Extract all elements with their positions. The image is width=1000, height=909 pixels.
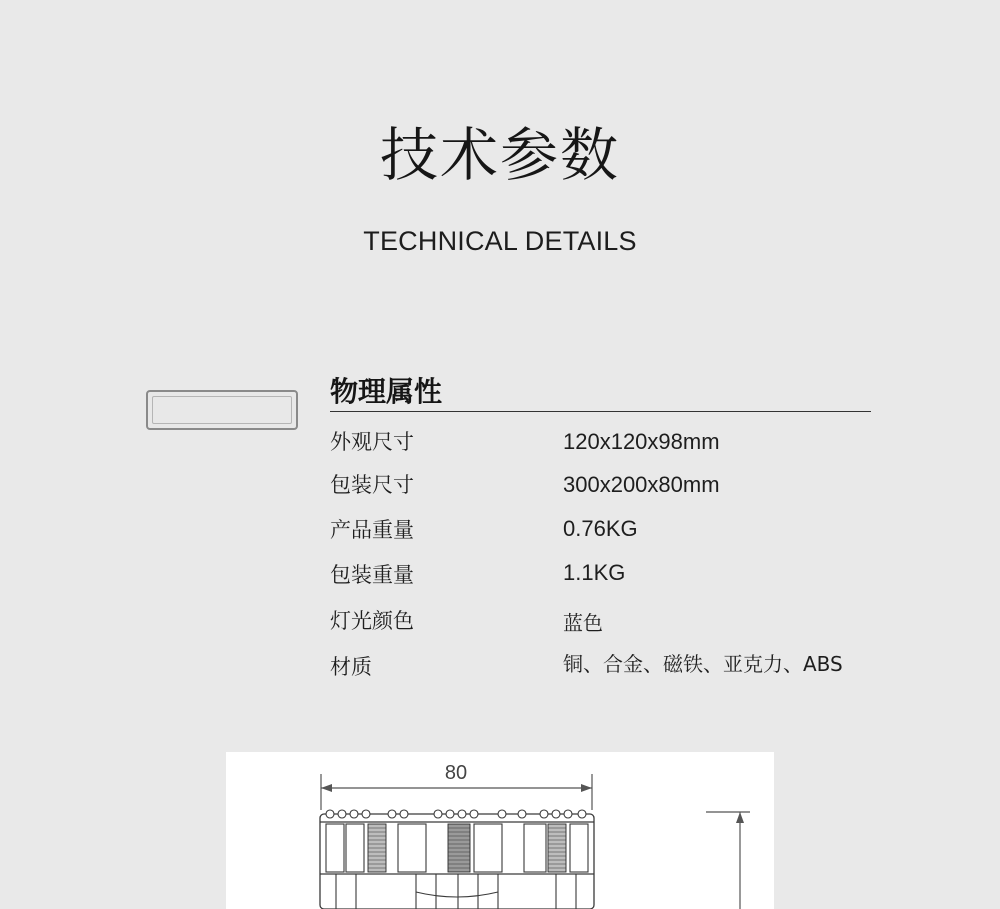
- spec-label-exterior-size: 外观尺寸: [330, 430, 414, 454]
- width-dimension-line: [321, 774, 592, 810]
- spec-label-material: 材质: [330, 655, 372, 679]
- spec-value-material: 铜、合金、磁铁、亚克力、ABS: [563, 652, 843, 676]
- spec-label-light-color: 灯光颜色: [330, 609, 414, 633]
- spec-label-product-weight: 产品重量: [330, 518, 414, 542]
- spec-value-package-weight: 1.1KG: [563, 560, 626, 585]
- decorative-frame: [146, 390, 298, 430]
- spec-value-product-weight: 0.76KG: [563, 516, 638, 541]
- spec-value-exterior-size: 120x120x98mm: [563, 429, 720, 454]
- page-title: 技术参数: [379, 121, 620, 189]
- height-dimension-arrow: [736, 812, 744, 823]
- height-dimension-line: [706, 812, 750, 909]
- spec-value-light-color: 蓝色: [563, 611, 603, 635]
- dimension-arrow-right: [581, 784, 592, 792]
- spec-label-package-weight: 包装重量: [330, 563, 414, 587]
- dimension-arrow-left: [321, 784, 332, 792]
- spec-value-package-size: 300x200x80mm: [563, 472, 720, 497]
- section-divider: [330, 411, 871, 412]
- technical-drawing-svg: [226, 752, 774, 909]
- section-title: 物理属性: [330, 375, 443, 408]
- technical-drawing: [226, 752, 774, 909]
- page-subtitle: TECHNICAL DETAILS: [363, 226, 637, 256]
- width-dimension-label: 80: [444, 762, 468, 784]
- spec-label-package-size: 包装尺寸: [330, 473, 414, 497]
- lower-body: [336, 874, 576, 909]
